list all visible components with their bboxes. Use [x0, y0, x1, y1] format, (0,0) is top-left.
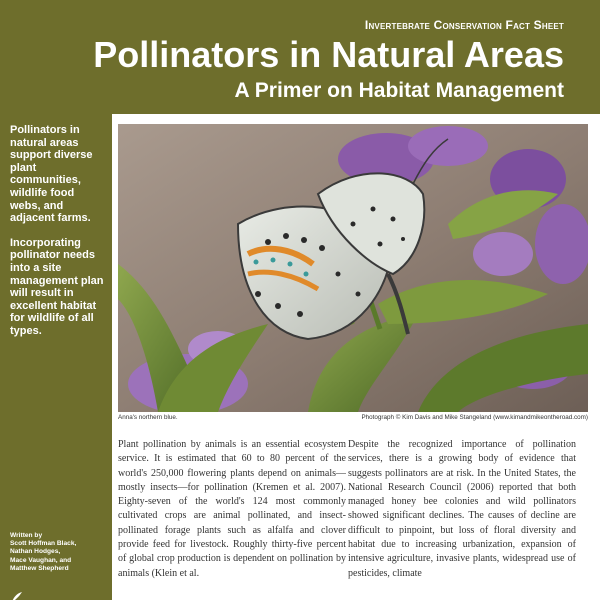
author-credits [10, 532, 110, 573]
photo-credit: Photograph © Kim Davis and Mike Stangeland (www.kimandmikeontheroad.com) [361, 414, 588, 421]
fact-sheet-kicker: Invertebrate Conservation Fact Sheet [364, 18, 564, 32]
header-band [0, 0, 600, 114]
page-title: Pollinators in Natural Areas [93, 34, 564, 75]
body-column-2: Despite the recognized importance of pollination services, there is a growing body of evidence that suggests pollinators are at risk. In the United States, the National Research Council (2006) reported that both managed honey bee colonies and wild pollinators showed significant declines. The causes of decline are difficult to pinpoint, but loss of floral diversity and habitat due to increasing urbanization, expansion of intensive agriculture, invasive plants, widespread use of pesticides, climate [348, 439, 576, 579]
xerces-logo-icon [10, 590, 24, 604]
credit-line: Scott Hoffman Black, [10, 540, 77, 548]
sidebar-paragraph: Pollinators in natural areas support diverse plant communities, wildlife food webs, and adjacent farms. [10, 124, 93, 225]
sidebar-paragraph: Incorporating pollinator needs into a site management plan will result in excellent habitat for wildlife of all types. [10, 236, 104, 337]
butterfly-photo [118, 124, 588, 412]
credit-line: Mace Vaughan, and [10, 556, 72, 564]
credit-line: Written by [10, 532, 43, 539]
butterfly-illustration [118, 124, 588, 412]
sidebar [0, 114, 112, 600]
sidebar-summary [10, 124, 106, 350]
credit-line: Nathan Hodges, [10, 548, 61, 556]
caption-text: Anna's northern blue. [118, 414, 178, 421]
page-subtitle: A Primer on Habitat Management [234, 79, 564, 102]
body-column-1: Plant pollination by animals is an essential ecosystem service. It is estimated that 60 to 80 percent of the world's 250,000 flowering plants depend on animals—mostly insects—for pollination (Kremen et al. 2007). Eighty-seven of the world's 124 most commonly cultivated crops are animal pollinated, and insect-pollinated forage plants such as alfalfa and clover provide feed for livestock. Roughly thirty-five percent of global crop production is dependent on pollination by animals (Klein et al. [118, 439, 346, 579]
credit-line: Matthew Shepherd [10, 564, 69, 572]
